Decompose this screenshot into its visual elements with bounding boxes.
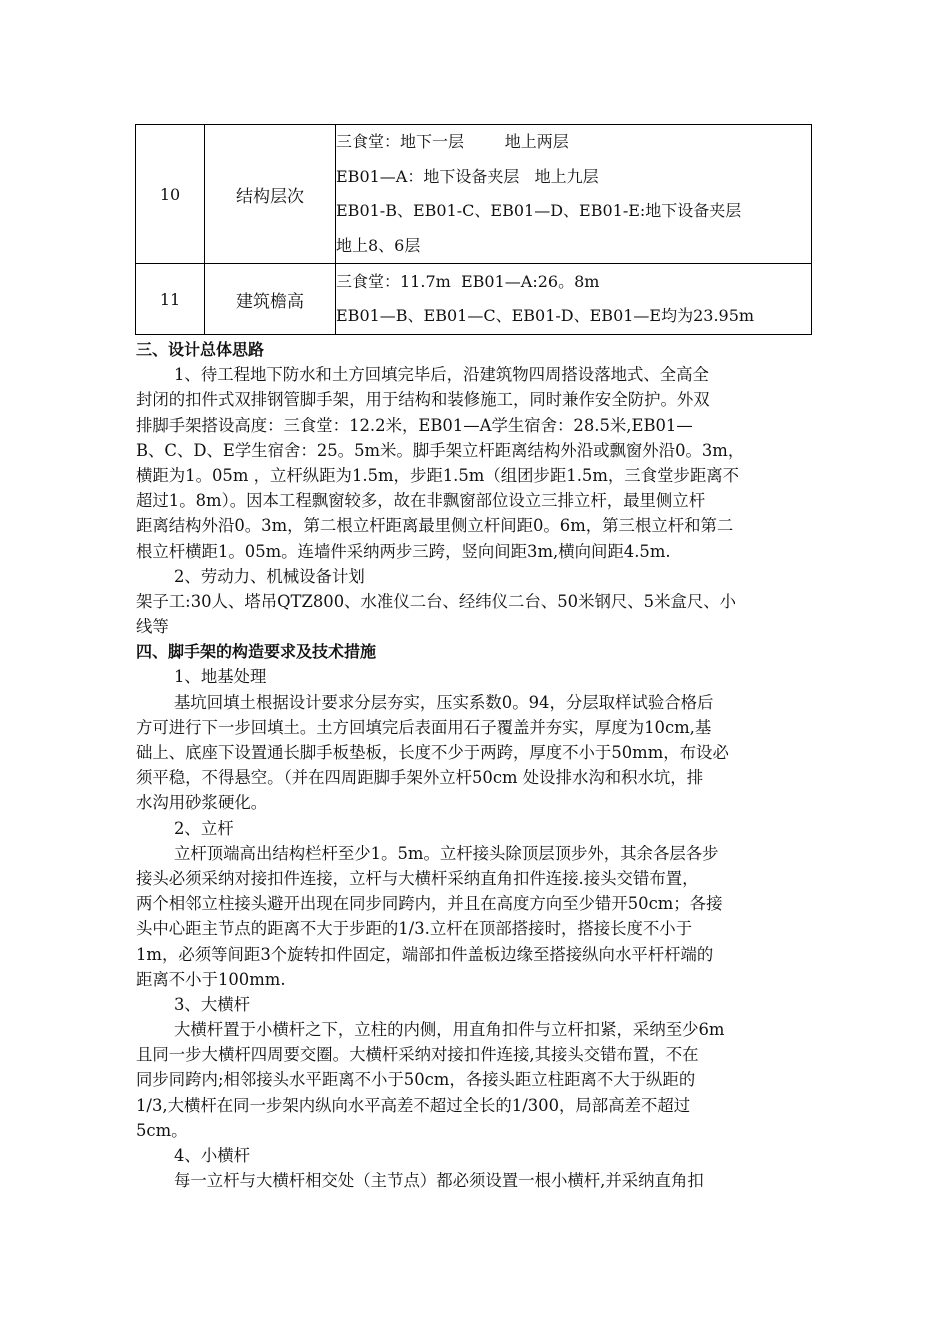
subsection-title: 4、小横杆 [174,1146,250,1165]
content-line: 三食堂：地下一层 地上两层 [336,132,569,151]
paragraph-line: 水沟用砂浆硬化。 [136,793,268,813]
paragraph-line: 距离结构外沿0。3m，第二根立杆距离最里侧立杆间距0。6m，第三根立杆和第二 [136,516,734,536]
section-heading: 三、设计总体思路 [136,340,265,359]
paragraph-line: 每一立杆与大横杆相交处（主节点）都必须设置一根小横杆,并采纳直角扣 [174,1171,704,1191]
paragraph-line: 大横杆置于小横杆之下，立柱的内侧，用直角扣件与立杆扣紧，采纳至少6m [174,1020,725,1040]
content-line: EB01—B、EB01—C、EB01-D、EB01—E均为23.95m [336,306,755,325]
paragraph-line: 方可进行下一步回填土。土方回填完后表面用石子覆盖并夯实，厚度为10cm,基 [136,717,712,737]
paragraph-line: 两个相邻立柱接头避开出现在同步同跨内，并且在高度方向至少错开50cm；各接 [136,894,723,914]
paragraph-line: 距离不小于100mm. [136,969,286,989]
subsection-title: 1、地基处理 [174,667,267,687]
paragraph-line: 横距为1。05m ，立杆纵距为1.5m，步距1.5m（组团步距1.5m，三食堂步距离不 [136,465,740,485]
paragraph-line: 头中心距主节点的距离不大于步距的1/3.立杆在顶部搭接时，搭接长度不小于 [136,919,693,939]
row-content [336,125,812,264]
paragraph-line: 须平稳，不得悬空。（并在四周距脚手架外立杆50cm 处设排水沟和积水坑，排 [136,768,704,788]
paragraph-line: 封闭的扣件式双排钢管脚手架，用于结构和装修施工，同时兼作安全防护。外双 [136,390,710,410]
row-number: 11 [136,264,205,335]
paragraph-line: 1、待工程地下防水和土方回填完毕后，沿建筑物四周搭设落地式、全高全 [174,365,709,385]
paragraph-line: B、C、D、E学生宿舍：25。5m米。脚手架立杆距离结构外沿或飘窗外沿0。3m， [136,440,745,460]
paragraph-line: 基坑回填土根据设计要求分层夯实，压实系数0。94，分层取样试验合格后 [174,692,714,712]
row-number: 10 [136,125,205,264]
content-line: EB01-B、EB01-C、EB01—D、EB01-E:地下设备夹层 [336,201,742,220]
content-line: 三食堂：11.7m EB01—A:26。8m [336,271,600,291]
row-item: 建筑檐高 [205,264,336,335]
table-row [136,125,812,264]
paragraph-line: 超过1。8m）。因本工程飘窗较多，故在非飘窗部位设立三排立杆，最里侧立杆 [136,491,706,511]
paragraph-line: 架子工:30人、塔吊QTZ800、水准仪二台、经纬仪二台、50米钢尺、5米盒尺、小 [136,591,737,611]
content-line: EB01—A：地下设备夹层 地上九层 [336,166,599,186]
paragraph-line: 且同一步大横杆四周要交圈。大横杆采纳对接扣件连接,其接头交错布置，不在 [136,1045,699,1065]
spec-table [135,124,812,335]
subsection-title: 2、立杆 [174,818,234,838]
row-item: 结构层次 [205,125,336,264]
paragraph-line: 立杆顶端高出结构栏杆至少1。5m。立杆接头除顶层顶步外，其余各层各步 [174,843,719,863]
paragraph-line: 线等 [136,617,169,637]
row-content [336,264,812,335]
paragraph-line: 1/3,大横杆在同一步架内纵向水平高差不超过全长的1/300，局部高差不超过 [136,1095,691,1115]
section-heading: 四、脚手架的构造要求及技术措施 [136,642,377,662]
paragraph-line: 根立杆横距1。05m。连墙件采纳两步三跨，竖向间距3m,横向间距4.5m. [136,541,671,561]
paragraph-line: 接头必须采纳对接扣件连接，立杆与大横杆采纳直角扣件连接.接头交错布置， [136,868,699,888]
paragraph-line: 排脚手架搭设高度：三食堂：12.2米，EB01—A学生宿舍：28.5米,EB01— [136,415,693,435]
paragraph-line: 5cm。 [136,1120,188,1140]
paragraph-line: 同步同跨内;相邻接头水平距离不小于50cm，各接头距立柱距离不大于纵距的 [136,1070,696,1090]
table-row [136,264,812,335]
paragraph-line: 1m，必须等间距3个旋转扣件固定，端部扣件盖板边缘至搭接纵向水平杆杆端的 [136,944,714,964]
paragraph-line: 础上、底座下设置通长脚手板垫板，长度不少于两跨，厚度不小于50mm，布设必 [136,743,729,762]
subsection-title: 2、劳动力、机械设备计划 [174,566,365,586]
content-line: 地上8、6层 [336,235,421,255]
subsection-title: 3、大横杆 [174,994,250,1014]
document-body [136,337,816,1193]
